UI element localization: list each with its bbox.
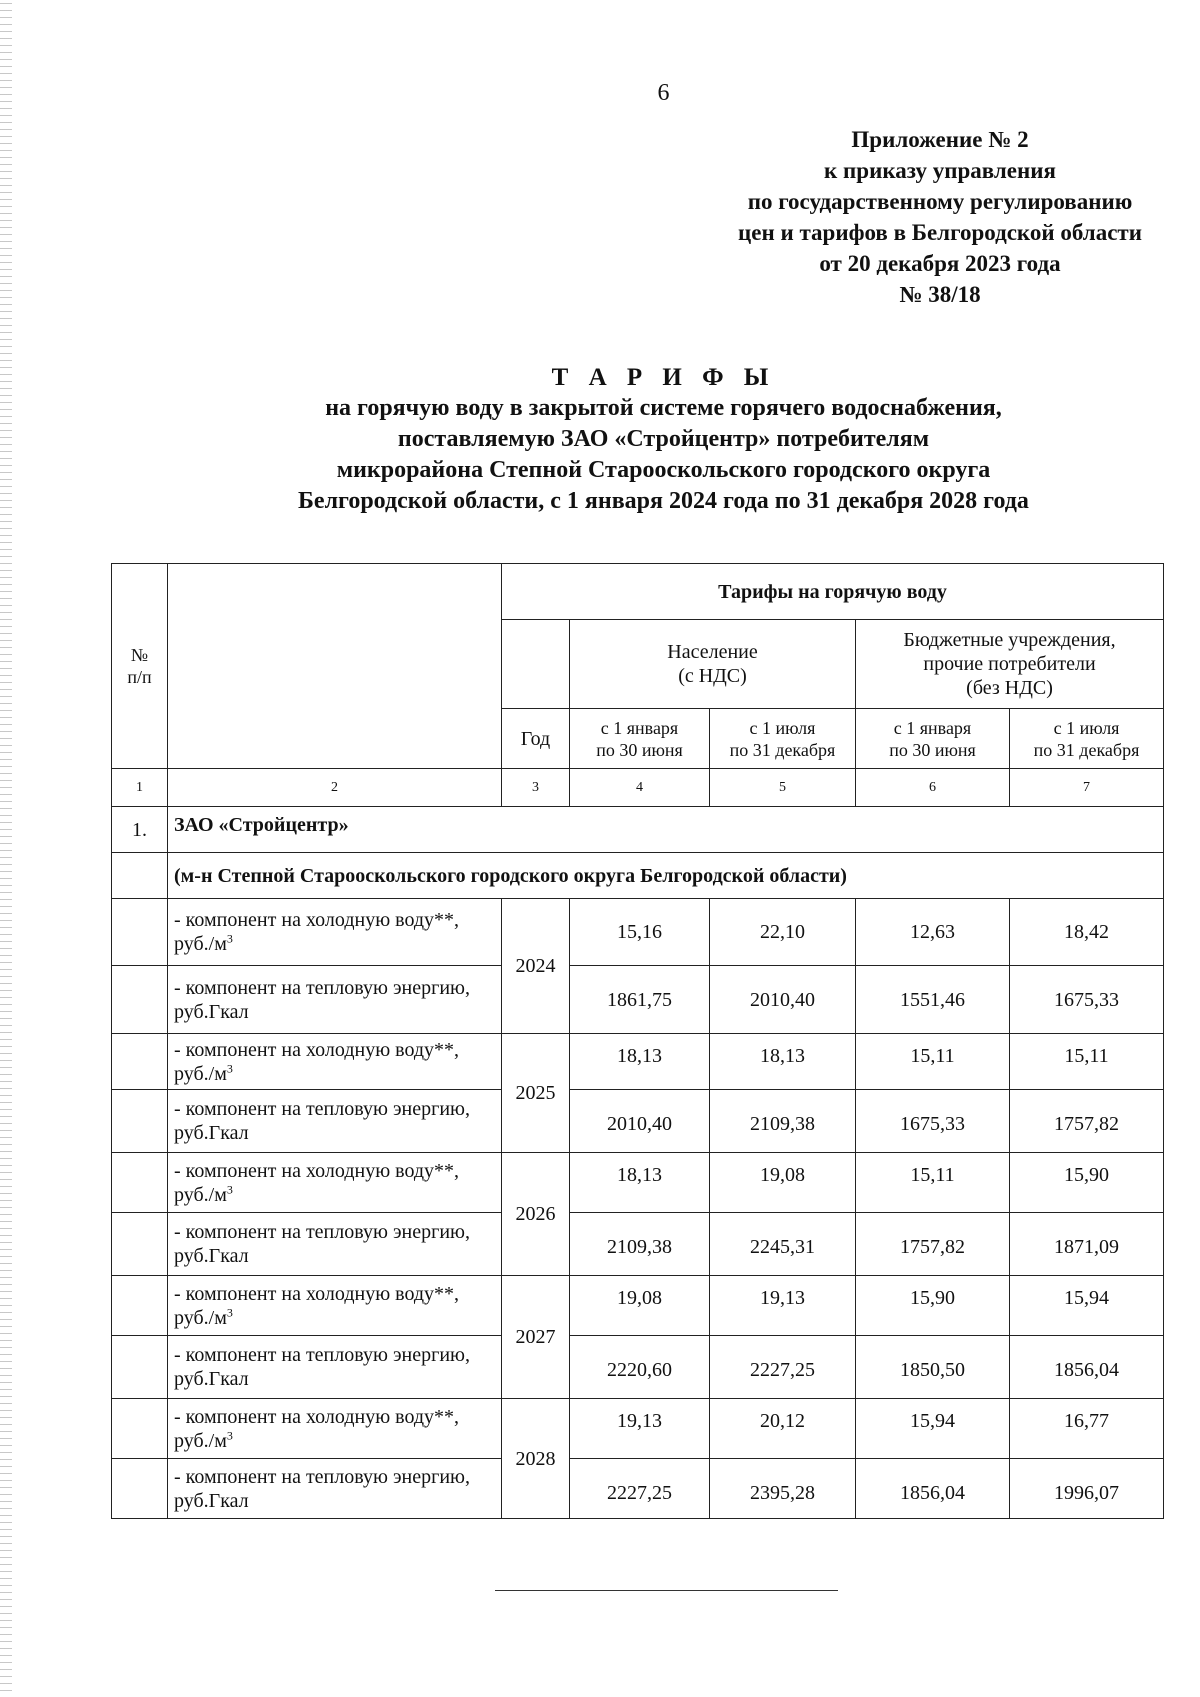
- value-cell: 18,42: [1010, 899, 1164, 966]
- value-cell: 20,12: [710, 1399, 856, 1459]
- value-cell: 1757,82: [1010, 1090, 1164, 1153]
- footer-divider: [495, 1590, 838, 1591]
- row-blank-cell: [112, 1399, 168, 1459]
- value-cell: 1996,07: [1010, 1459, 1164, 1519]
- org-name: ЗАО «Стройцентр»: [168, 807, 1164, 853]
- value-cell: 15,90: [856, 1276, 1010, 1336]
- value-cell: 19,13: [710, 1276, 856, 1336]
- value-cell: 1675,33: [1010, 966, 1164, 1034]
- component-cold-text: - компонент на холодную воду**, руб./м: [174, 909, 460, 955]
- header-population: Население (с НДС): [570, 620, 856, 709]
- value-cell: 1856,04: [1010, 1336, 1164, 1399]
- value-cell: 18,13: [570, 1153, 710, 1213]
- title-heading: Т А Р И Ф Ы: [551, 364, 776, 391]
- cubic-superscript: 3: [226, 931, 233, 946]
- column-number: 6: [856, 769, 1010, 807]
- value-cell: 15,11: [856, 1034, 1010, 1090]
- year-cell: 2028: [502, 1399, 570, 1519]
- cubic-superscript: 3: [226, 1181, 233, 1196]
- appendix-line: Приложение № 2: [851, 127, 1029, 152]
- component-heat-label: - компонент на тепловую энергию, руб.Гкал: [168, 1213, 502, 1276]
- header-blank-cell: [502, 620, 570, 709]
- value-cell: 15,94: [1010, 1276, 1164, 1336]
- value-cell: 1871,09: [1010, 1213, 1164, 1276]
- appendix-line: к приказу управления: [824, 158, 1056, 183]
- header-bud-jan-jun: с 1 января по 30 июня: [856, 709, 1010, 769]
- value-cell: 1850,50: [856, 1336, 1010, 1399]
- row-blank-cell: [112, 899, 168, 966]
- value-cell: 19,08: [570, 1276, 710, 1336]
- component-cold-label: [168, 1153, 502, 1213]
- row-blank-cell: [112, 1276, 168, 1336]
- header-name-cell: [168, 564, 502, 769]
- component-cold-text: - компонент на холодную воду**, руб./м: [174, 1038, 460, 1085]
- header-pop-jan-jun: с 1 января по 30 июня: [570, 709, 710, 769]
- year-cell: 2026: [502, 1153, 570, 1276]
- component-heat-label: - компонент на тепловую энергию, руб.Гкал: [168, 1459, 502, 1519]
- value-cell: 18,13: [710, 1034, 856, 1090]
- component-cold-label: [168, 1034, 502, 1090]
- value-cell: 15,94: [856, 1399, 1010, 1459]
- org-blank-cell: [112, 853, 168, 899]
- title-line: микрорайона Степной Старооскольского городского округа: [336, 457, 991, 483]
- value-cell: 19,08: [710, 1153, 856, 1213]
- value-cell: 1675,33: [856, 1090, 1010, 1153]
- value-cell: 2220,60: [570, 1336, 710, 1399]
- row-blank-cell: [112, 1153, 168, 1213]
- value-cell: 15,16: [570, 899, 710, 966]
- column-number: 3: [502, 769, 570, 807]
- component-cold-label: [168, 1276, 502, 1336]
- value-cell: 1757,82: [856, 1213, 1010, 1276]
- value-cell: 22,10: [710, 899, 856, 966]
- column-number: 4: [570, 769, 710, 807]
- scan-edge-artifact: [0, 0, 12, 1697]
- row-blank-cell: [112, 1090, 168, 1153]
- cubic-superscript: 3: [226, 1427, 233, 1442]
- value-cell: 15,90: [1010, 1153, 1164, 1213]
- component-heat-label: - компонент на тепловую энергию, руб.Гкал: [168, 1336, 502, 1399]
- row-blank-cell: [112, 966, 168, 1034]
- header-num-cell: [112, 564, 168, 769]
- header-budget: Бюджетные учреждения, прочие потребители (без НДС): [856, 620, 1164, 709]
- value-cell: 15,11: [856, 1153, 1010, 1213]
- year-cell: 2024: [502, 899, 570, 1034]
- value-cell: 2395,28: [710, 1459, 856, 1519]
- component-cold-text: - компонент на холодную воду**, руб./м: [174, 1282, 460, 1329]
- appendix-line: по государственному регулированию: [747, 189, 1133, 214]
- title-line: на горячую воду в закрытой системе горячего водоснабжения,: [325, 395, 1002, 421]
- title-line: Белгородской области, с 1 января 2024 года по 31 декабря 2028 года: [298, 488, 1029, 514]
- value-cell: 1551,46: [856, 966, 1010, 1034]
- document-title: [0, 362, 1200, 517]
- value-cell: 2109,38: [710, 1090, 856, 1153]
- header-num: № п/п: [127, 645, 152, 687]
- value-cell: 2227,25: [570, 1459, 710, 1519]
- header-year: Год: [502, 709, 570, 769]
- component-cold-label: [168, 1399, 502, 1459]
- value-cell: 19,13: [570, 1399, 710, 1459]
- page-number: 6: [657, 80, 670, 106]
- appendix-line: № 38/18: [899, 282, 981, 307]
- header-bud-jul-dec: с 1 июля по 31 декабря: [1010, 709, 1164, 769]
- appendix-line: от 20 декабря 2023 года: [819, 251, 1061, 276]
- value-cell: 2109,38: [570, 1213, 710, 1276]
- row-blank-cell: [112, 1034, 168, 1090]
- header-tariffs: Тарифы на горячую воду: [502, 564, 1164, 620]
- value-cell: 2010,40: [710, 966, 856, 1034]
- column-number: 2: [168, 769, 502, 807]
- value-cell: 1856,04: [856, 1459, 1010, 1519]
- year-cell: 2025: [502, 1034, 570, 1153]
- value-cell: 15,11: [1010, 1034, 1164, 1090]
- component-heat-label: - компонент на тепловую энергию, руб.Гкал: [168, 1090, 502, 1153]
- component-cold-text: - компонент на холодную воду**, руб./м: [174, 1405, 460, 1452]
- column-number: 1: [112, 769, 168, 807]
- cubic-superscript: 3: [226, 1060, 233, 1075]
- header-pop-jul-dec: с 1 июля по 31 декабря: [710, 709, 856, 769]
- component-cold-text: - компонент на холодную воду**, руб./м: [174, 1159, 460, 1206]
- title-line: поставляемую ЗАО «Стройцентр» потребителям: [397, 426, 930, 452]
- row-blank-cell: [112, 1459, 168, 1519]
- row-blank-cell: [112, 1213, 168, 1276]
- value-cell: 18,13: [570, 1034, 710, 1090]
- org-number: 1.: [112, 807, 168, 853]
- component-heat-label: - компонент на тепловую энергию, руб.Гкал: [168, 966, 502, 1034]
- value-cell: 12,63: [856, 899, 1010, 966]
- value-cell: 16,77: [1010, 1399, 1164, 1459]
- component-cold-label: [168, 899, 502, 966]
- value-cell: 2227,25: [710, 1336, 856, 1399]
- org-location: (м-н Степной Старооскольского городского округа Белгородской области): [168, 853, 1164, 899]
- column-number: 5: [710, 769, 856, 807]
- cubic-superscript: 3: [226, 1304, 233, 1319]
- column-number: 7: [1010, 769, 1164, 807]
- tariffs-table: [111, 563, 1164, 1519]
- appendix-block: [640, 124, 1200, 310]
- row-blank-cell: [112, 1336, 168, 1399]
- value-cell: 1861,75: [570, 966, 710, 1034]
- appendix-line: цен и тарифов в Белгородской области: [738, 220, 1142, 245]
- year-cell: 2027: [502, 1276, 570, 1399]
- value-cell: 2245,31: [710, 1213, 856, 1276]
- value-cell: 2010,40: [570, 1090, 710, 1153]
